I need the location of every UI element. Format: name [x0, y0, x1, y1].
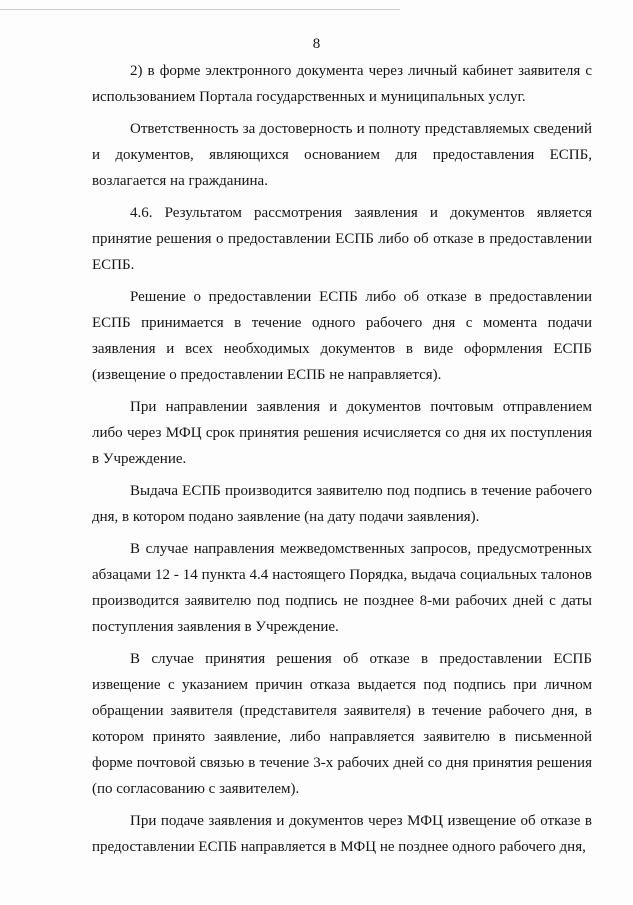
paragraph-9: При подаче заявления и документов через МФЦ извещение об отказе в предоставлении ЕСПБ направляется в МФЦ не позднее одного рабочего дня, — [92, 813, 592, 855]
paragraph-1: 2) в форме электронного документа через личный кабинет заявителя с использованием Портала государственных и муниципальных услуг. — [92, 63, 592, 105]
paragraph-3: 4.6. Результатом рассмотрения заявления и документов является принятие решения о предоставлении ЕСПБ либо об отказе в предоставлении ЕСПБ. — [92, 205, 592, 273]
page-number: 8 — [312, 36, 321, 52]
paragraph-4: Решение о предоставлении ЕСПБ либо об отказе в предоставлении ЕСПБ принимается в течение одного рабочего дня с момента подачи заявления и всех необходимых документов в виде оформления ЕСПБ (извещение о предоставлении ЕСПБ не направляется). — [92, 289, 592, 383]
paragraph-5: При направлении заявления и документов почтовым отправлением либо через МФЦ срок принятия решения исчисляется со дня их поступления в Учреждение. — [92, 399, 592, 467]
paragraph-2: Ответственность за достоверность и полноту представляемых сведений и документов, являющихся основанием для предоставления ЕСПБ, возлагается на гражданина. — [92, 121, 592, 189]
document-body — [92, 58, 592, 866]
paragraph-6: Выдача ЕСПБ производится заявителю под подпись в течение рабочего дня, в котором подано заявление (на дату подачи заявления). — [92, 483, 592, 525]
paragraph-7: В случае направления межведомственных запросов, предусмотренных абзацами 12 - 14 пункта 4.4 настоящего Порядка, выдача социальных талонов производится заявителю под подпись не позднее 8-ми рабочих дней с даты поступления заявления в Учреждение. — [92, 541, 592, 635]
paragraph-8: В случае принятия решения об отказе в предоставлении ЕСПБ извещение с указанием причин отказа выдается под подпись при личном обращении заявителя (представителя заявителя) в течение рабочего дня, в котором принято заявление, либо направляется заявителю в письменной форме почтовой связью в течение 3-х рабочих дней со дня принятия решения (по согласованию с заявителем). — [92, 651, 592, 797]
scan-top-rule — [0, 9, 400, 10]
